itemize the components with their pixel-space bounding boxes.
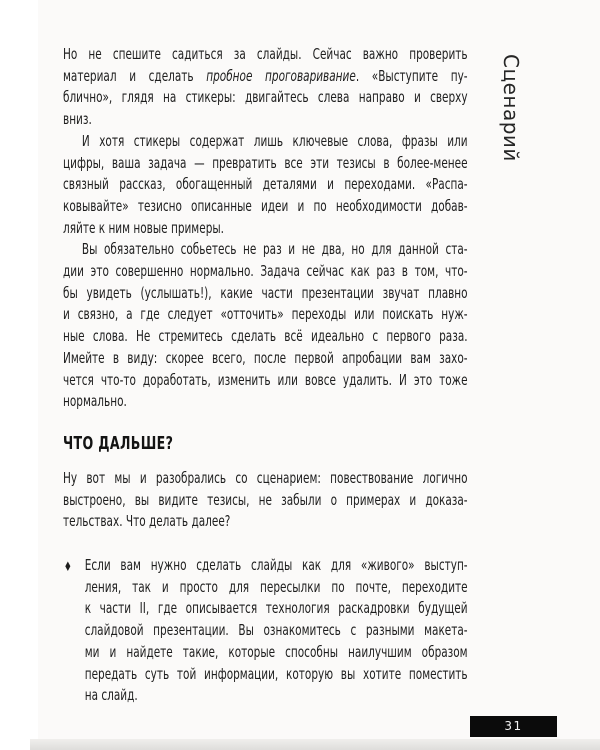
text-line: связный рассказ, обогащенный деталями и переходами. «Распа- — [63, 175, 468, 194]
text-line: тельствах. Что делать далее? — [63, 512, 231, 531]
text-line: ми и найдете такие, которые способны наилучшим образом — [84, 642, 468, 661]
text-line: Ну вот мы и разобрались со сценарием: повествование логично — [63, 468, 468, 487]
text-line: нормально. — [63, 392, 127, 411]
text-line: блично», глядя на стикеры: двигайтесь слева направо и сверху — [63, 88, 468, 107]
text-line: выстроено, вы видите тезисы, не забыли о примерах и доказа- — [63, 490, 468, 509]
text-line: Имейте в виду: скорее всего, после первой апробации вам захо- — [63, 348, 468, 367]
text-line: Если вам нужно сделать слайды как для «живого» выступ- — [84, 556, 468, 575]
italic-phrase: пробное проговаривание — [206, 66, 356, 85]
text-line: бы увидеть (услышать!), какие части презентации звучат плавно — [63, 283, 468, 302]
text-line: чется что-то доработать, изменить или вовсе удалить. И это тоже — [63, 370, 468, 389]
text-line: и связно, а где следует «отточить» переходы или поискать нуж- — [63, 305, 468, 324]
text-line: дии это совершенно нормально. Задача сейчас как раз в том, что- — [63, 262, 468, 281]
page-number-badge: 31 — [470, 716, 557, 737]
scan-bottom-shadow — [30, 739, 600, 750]
text-line: ляйте к ним новые примеры. — [63, 218, 224, 237]
text-line: к части II, где описывается технология раскадровки будущей — [84, 599, 468, 618]
text-line: ковывайте» тезисно описанные идеи и по необходимости добав- — [63, 196, 468, 215]
paragraph — [63, 44, 468, 131]
text-line: ления, так и просто для пересылки по почте, переходите — [84, 577, 468, 596]
text-line: передать суть той информации, которую вы хотите поместить — [84, 664, 468, 683]
text-column — [63, 44, 468, 707]
text-line: Но не спешите садиться за слайды. Сейчас важно проверить — [63, 45, 468, 63]
paragraph — [63, 131, 468, 240]
text-line: ные слова. Не стремитесь сделать всё идеально с первого раза. — [63, 327, 468, 346]
text-line: на слайд. — [84, 686, 138, 705]
paragraph — [63, 239, 468, 413]
text-line: Вы обязательно собьетесь не раз и не два, но для данной ста- — [81, 240, 468, 259]
text-line: И хотя стикеры содержат лишь ключевые слова, фразы или — [81, 131, 468, 150]
chapter-margin-tab: Сценарий — [499, 54, 523, 162]
page-left-margin — [0, 0, 38, 750]
paragraph — [63, 468, 468, 533]
text-line: слайдовой презентации. Вы ознакомитесь с разными макета- — [84, 621, 468, 640]
bullet-item — [63, 555, 468, 707]
section-heading: ЧТО ДАЛЬШЕ? — [63, 432, 174, 454]
text-line: цифры, ваша задача — превратить все эти тезисы в более-менее — [63, 153, 468, 172]
bullet-diamond-icon: ♦ — [63, 560, 72, 576]
text-line: вниз. — [63, 110, 92, 129]
text-line: материал и сделать пробное проговаривание. «Выступите пу- — [63, 66, 468, 85]
